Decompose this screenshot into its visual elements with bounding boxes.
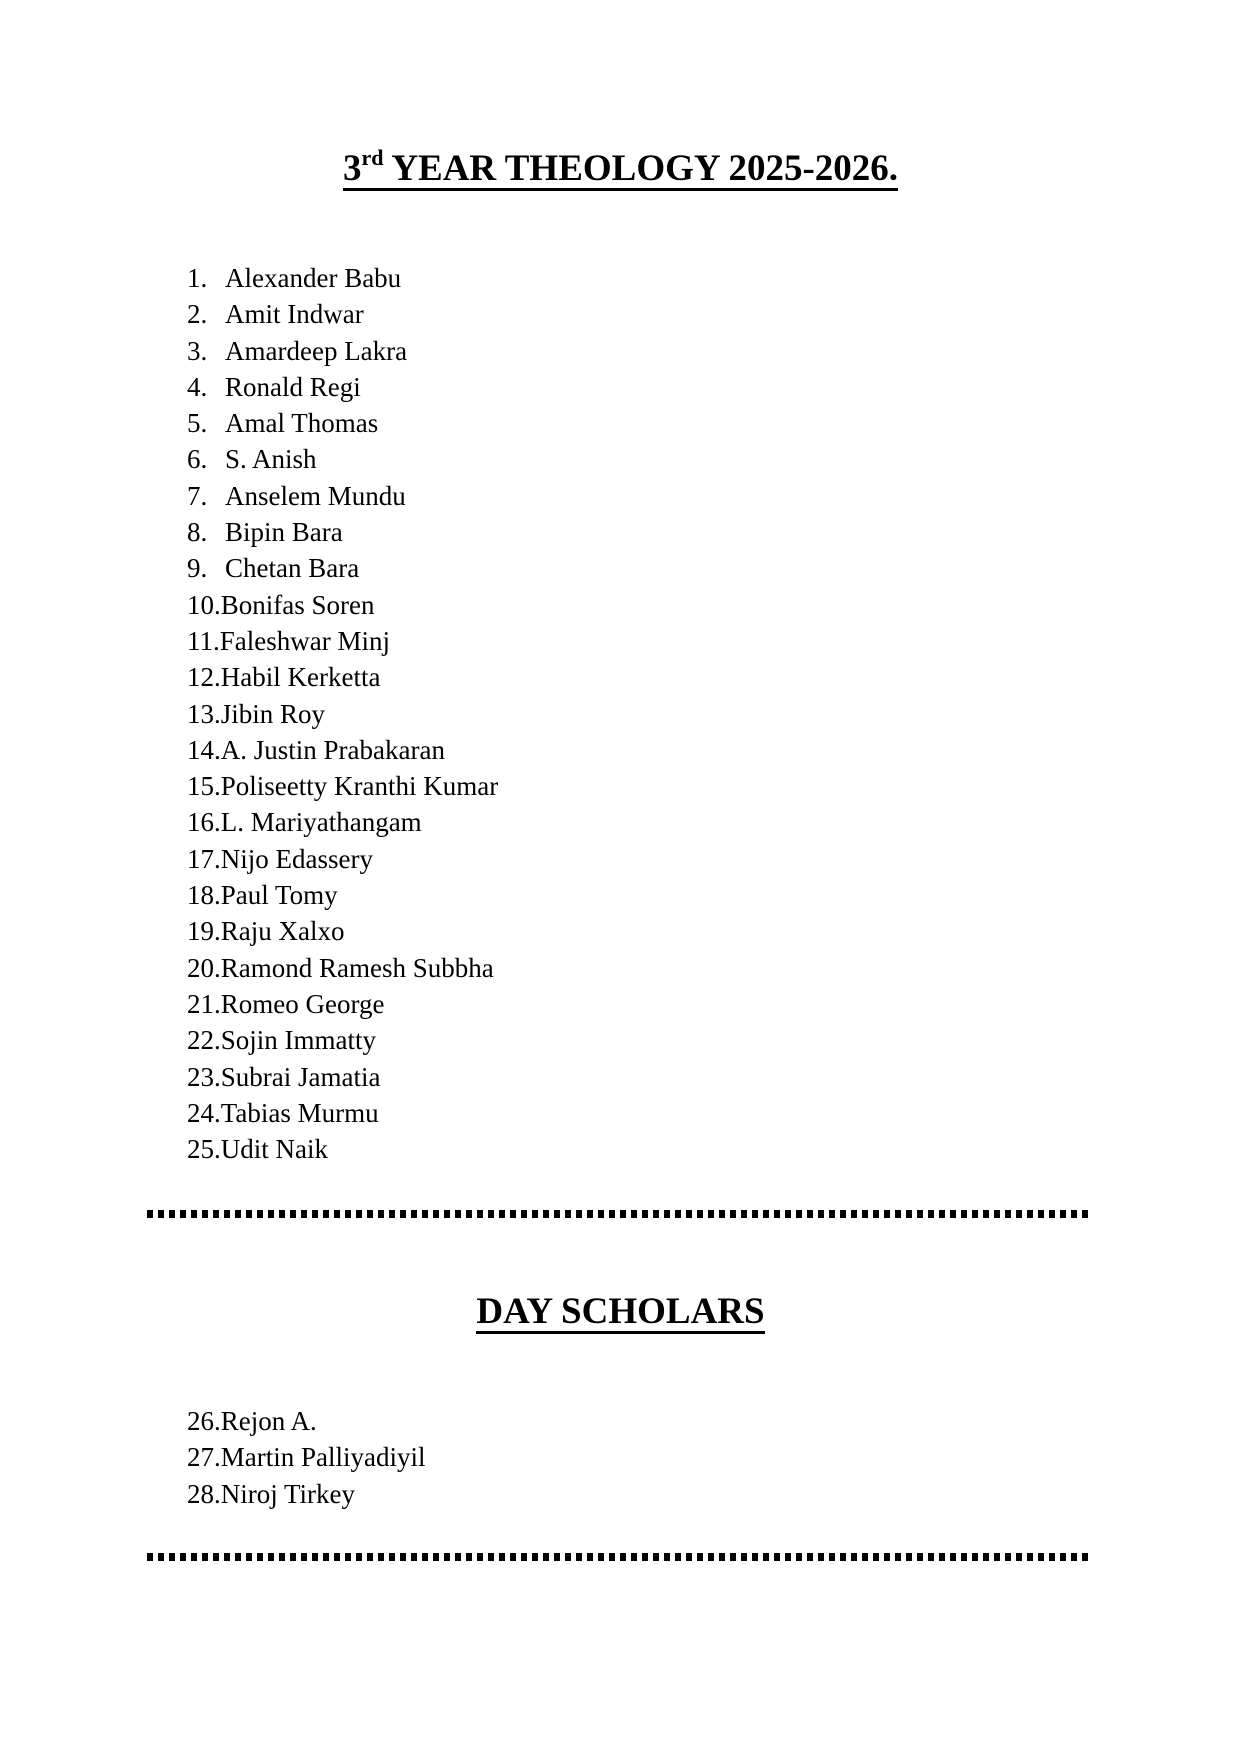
page-title-text [342, 145, 899, 191]
list-item-number: 6. [187, 444, 208, 475]
list-item-number: 28. [187, 1478, 221, 1509]
list-item [187, 623, 498, 659]
list-item [187, 768, 498, 804]
list-item-number: 7. [187, 480, 208, 511]
list-item [187, 841, 498, 877]
list-item-number: 25. [187, 1134, 221, 1165]
list-item [187, 333, 498, 369]
list-item [187, 804, 498, 840]
list-item-name: Niroj Tirkey [220, 1478, 356, 1509]
list-item-number: 10. [187, 589, 221, 620]
list-item-number: 5. [187, 408, 208, 439]
list-item-name: Martin Palliyadiyil [220, 1442, 426, 1473]
list-item-name: Sojin Immatty [220, 1025, 376, 1056]
list-item-number: 4. [187, 371, 208, 402]
list-item-number: 26. [187, 1406, 221, 1436]
list-item [187, 260, 498, 296]
list-item-number: 27. [187, 1442, 221, 1473]
list-item-name: Bipin Bara [225, 517, 343, 548]
list-item-name: A. Justin Prabakaran [220, 734, 445, 765]
list-item-name: Alexander Babu [225, 263, 402, 293]
list-item-name: Paul Tomy [220, 880, 338, 911]
list-item [187, 913, 498, 949]
dotted-divider [147, 1210, 1092, 1218]
list-item [187, 659, 498, 695]
list-item-number: 21. [187, 988, 221, 1019]
section-title [0, 1293, 1241, 1334]
list-item-number: 1. [187, 263, 208, 293]
list-item-name: Jibin Roy [220, 698, 326, 729]
list-item [187, 1059, 498, 1095]
list-item-name: Nijo Edassery [220, 843, 373, 874]
list-item [187, 1476, 425, 1512]
list-item-name: Amardeep Lakra [225, 335, 408, 366]
list-item-name: Udit Naik [220, 1134, 328, 1165]
list-item-number: 8. [187, 517, 208, 548]
list-item-name: Poliseetty Kranthi Kumar [220, 771, 499, 802]
list-item-number: 23. [187, 1061, 221, 1092]
list-item-number: 13. [187, 698, 221, 729]
list-item-number: 11. [187, 625, 220, 656]
dotted-divider [147, 1553, 1092, 1561]
list-item-number: 9. [187, 553, 208, 584]
list-item [187, 1439, 425, 1475]
list-item [187, 587, 498, 623]
list-item-name: Ronald Regi [225, 371, 361, 402]
list-item [187, 550, 498, 586]
list-item-number: 15. [187, 771, 221, 802]
list-item-number: 24. [187, 1097, 221, 1128]
list-item [187, 514, 498, 550]
list-item-number: 2. [187, 299, 208, 330]
list-item [187, 296, 498, 332]
list-item [187, 1131, 498, 1167]
list-item-name: Bonifas Soren [220, 589, 375, 620]
list-item-number: 18. [187, 880, 221, 911]
list-item [187, 1403, 425, 1439]
day-scholars-title: DAY SCHOLARS [476, 1291, 765, 1332]
list-item [187, 405, 498, 441]
list-item [187, 986, 498, 1022]
list-item-name: Raju Xalxo [220, 916, 345, 947]
list-item-name: Amal Thomas [225, 408, 379, 439]
list-item-name: Amit Indwar [225, 299, 364, 330]
title-rest: YEAR THEOLOGY 2025-2026. [383, 148, 899, 189]
list-item-number: 22. [187, 1025, 221, 1056]
list-item-name: Ramond Ramesh Subbha [220, 952, 494, 983]
list-item-name: S. Anish [225, 444, 317, 475]
list-item-name: Chetan Bara [225, 553, 360, 584]
list-item [187, 696, 498, 732]
list-item-number: 17. [187, 843, 221, 874]
list-item [187, 441, 498, 477]
list-item-number: 16. [187, 807, 221, 838]
list-item-name: Rejon A. [220, 1406, 317, 1436]
list-item-name: Anselem Mundu [225, 480, 406, 511]
list-item [187, 877, 498, 913]
list-item-name: Subrai Jamatia [220, 1061, 381, 1092]
title-ordinal-suffix: rd [361, 145, 384, 170]
list-item-name: Habil Kerketta [220, 662, 381, 693]
list-item-name: Tabias Murmu [220, 1097, 379, 1128]
list-item-number: 3. [187, 335, 208, 366]
list-item-number: 14. [187, 734, 221, 765]
list-item [187, 1022, 498, 1058]
list-item [187, 732, 498, 768]
list-item-number: 12. [187, 662, 221, 693]
list-item-name: L. Mariyathangam [220, 807, 422, 838]
list-item [187, 950, 498, 986]
list-item-name: Romeo George [220, 988, 385, 1019]
list-item [187, 1095, 498, 1131]
page-title [0, 145, 1241, 191]
day-scholars-name-list [187, 1403, 425, 1512]
list-item [187, 369, 498, 405]
list-item-name: Faleshwar Minj [219, 625, 390, 656]
list-item-number: 20. [187, 952, 221, 983]
list-item-number: 19. [187, 916, 221, 947]
title-number: 3 [342, 148, 362, 189]
list-item [187, 478, 498, 514]
theology-name-list [187, 260, 498, 1167]
